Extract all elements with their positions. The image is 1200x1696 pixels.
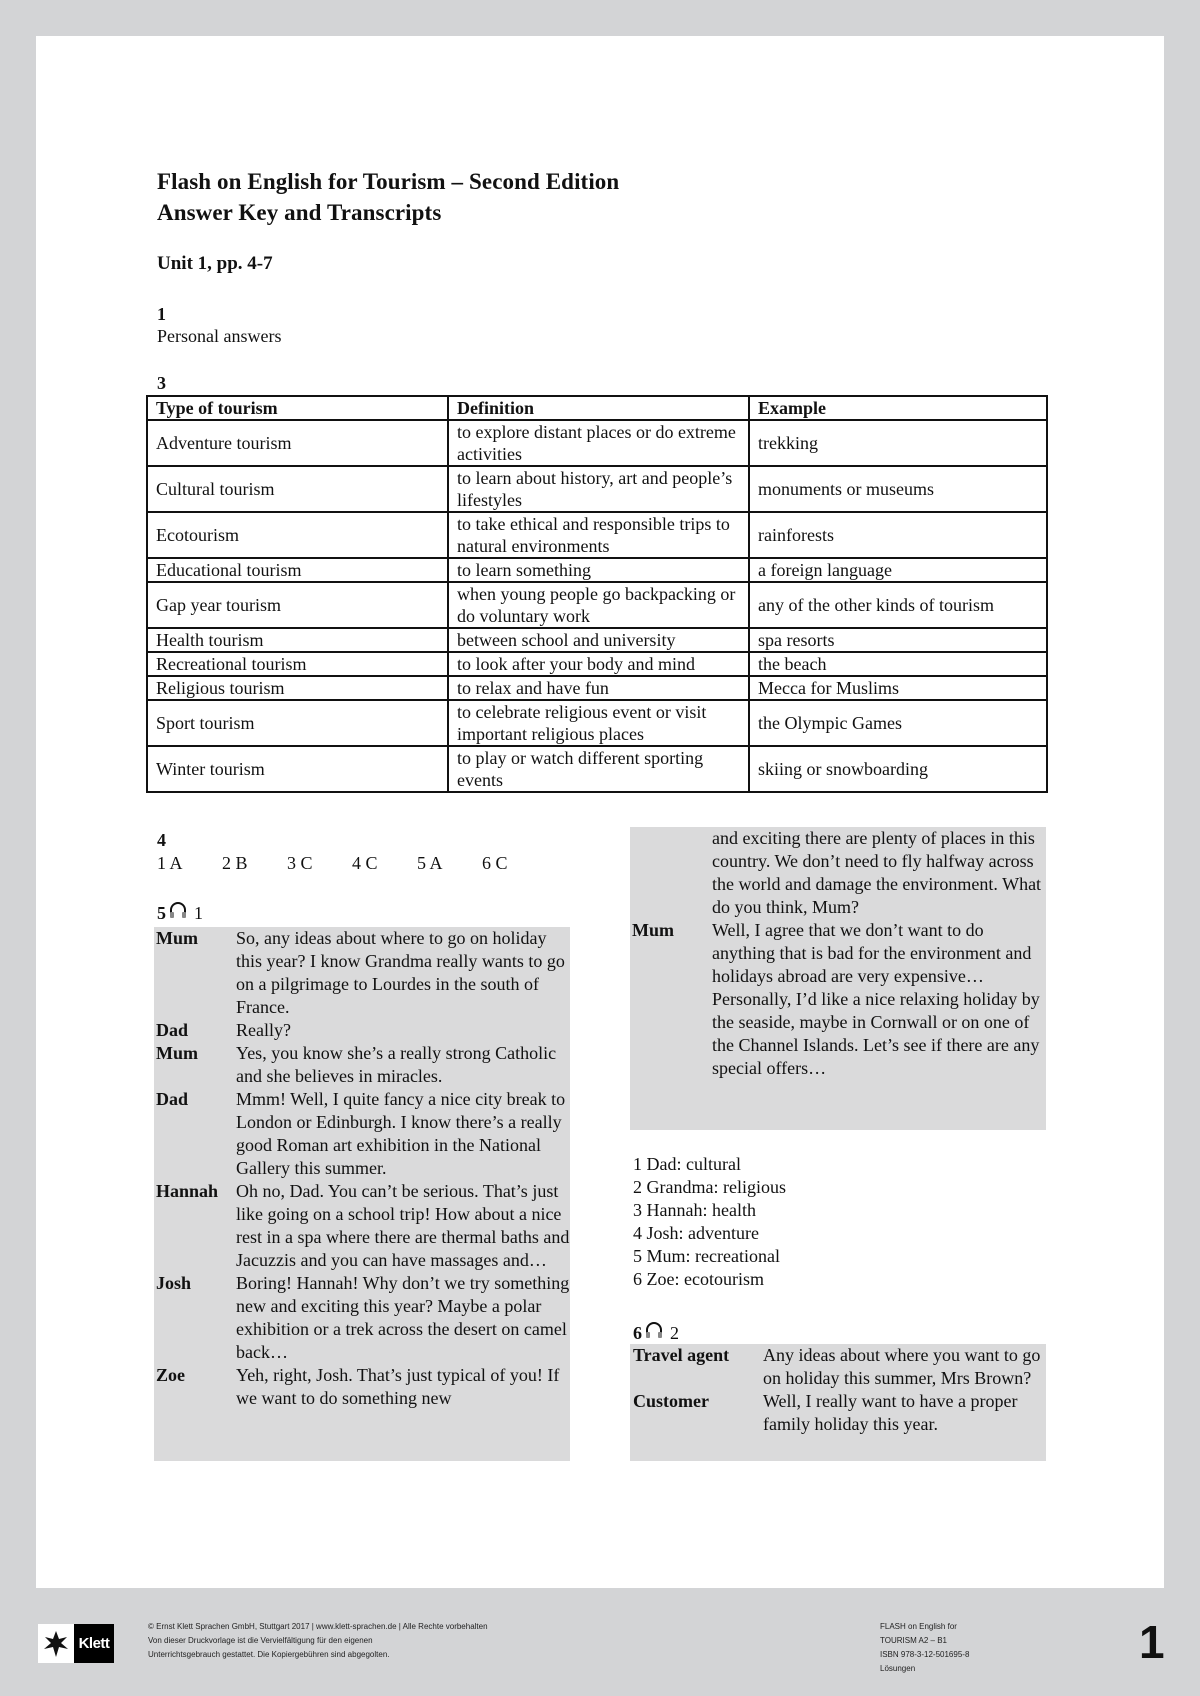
exercise-1-number: 1	[157, 304, 166, 324]
speaker-name: Customer	[633, 1391, 709, 1411]
dialogue-text: Well, I really want to have a proper family holiday this year.	[763, 1391, 1018, 1434]
dialogue-text: Yes, you know she’s a really strong Catholic and she believes in miracles.	[236, 1043, 557, 1086]
table-cell: spa resorts	[749, 628, 1047, 652]
dialogue-line	[154, 1042, 570, 1088]
table-cell: Ecotourism	[147, 512, 448, 558]
exercise-6-number: 6	[633, 1322, 642, 1343]
table-cell: Educational tourism	[147, 558, 448, 582]
publisher-logo	[38, 1624, 114, 1663]
copyright-line: © Ernst Klett Sprachen GmbH, Stuttgart 2017 | www.klett-sprachen.de | Alle Rechte vorbehalten	[148, 1622, 488, 1631]
dialogue-line	[630, 919, 1046, 1080]
list-item: 5 Mum: recreational	[633, 1246, 780, 1266]
table-row	[147, 558, 1047, 582]
table-header: Type of tourism	[147, 396, 448, 420]
book-info-line: TOURISM A2 – B1	[880, 1636, 947, 1645]
table-cell: to learn about history, art and people’s lifestyles	[448, 466, 749, 512]
exercise-3-number: 3	[157, 373, 166, 393]
table-cell: Recreational tourism	[147, 652, 448, 676]
table-cell: monuments or museums	[749, 466, 1047, 512]
exercise-5-matches	[633, 1153, 786, 1291]
table-header-row	[147, 396, 1047, 420]
answer-item: 1 A	[157, 853, 183, 873]
dialogue-line	[630, 1344, 1046, 1390]
track-number: 2	[670, 1322, 679, 1343]
table-cell: rainforests	[749, 512, 1047, 558]
answer-item: 6 C	[482, 853, 508, 873]
exercise-5-heading	[157, 900, 203, 925]
table-cell: Sport tourism	[147, 700, 448, 746]
page-title: Flash on English for Tourism – Second Edition	[157, 169, 620, 194]
speaker-name: Hannah	[156, 1181, 219, 1201]
speaker-name: Travel agent	[633, 1345, 730, 1365]
dialogue-line	[154, 1088, 570, 1180]
table-header: Example	[749, 396, 1047, 420]
exercise-4-answers	[157, 851, 547, 875]
exercise-5-number: 5	[157, 902, 166, 923]
table-cell: Gap year tourism	[147, 582, 448, 628]
table-row	[147, 676, 1047, 700]
table-cell: to learn something	[448, 558, 749, 582]
dialogue-line	[154, 1019, 570, 1042]
copyright-notice	[148, 1620, 488, 1662]
table-row	[147, 628, 1047, 652]
answer-item: 4 C	[352, 853, 378, 873]
table-cell: to celebrate religious event or visit important religious places	[448, 700, 749, 746]
table-cell: a foreign language	[749, 558, 1047, 582]
track-number: 1	[194, 902, 203, 923]
dialogue-line	[154, 1364, 570, 1410]
list-item: 4 Josh: adventure	[633, 1223, 759, 1243]
dialogue-line	[154, 1272, 570, 1364]
table-row	[147, 700, 1047, 746]
table-cell: to explore distant places or do extreme activities	[448, 420, 749, 466]
table-cell: to look after your body and mind	[448, 652, 749, 676]
table-cell: skiing or snowboarding	[749, 746, 1047, 792]
table-cell: when young people go backpacking or do voluntary work	[448, 582, 749, 628]
dialogue-line	[154, 1180, 570, 1272]
table-cell: to play or watch different sporting events	[448, 746, 749, 792]
table-cell: Health tourism	[147, 628, 448, 652]
dialogue-text: Oh no, Dad. You can’t be serious. That’s just like going on a school trip! How about a nice rest in a spa where there are thermal baths and Jacuzzis and you can have massages and…	[236, 1181, 570, 1270]
dialogue-text: Yeh, right, Josh. That’s just typical of you! If we want to do something new	[236, 1365, 560, 1408]
exercise-4-number: 4	[157, 830, 166, 850]
book-info-line: ISBN 978-3-12-501695-8	[880, 1650, 970, 1659]
table-cell: trekking	[749, 420, 1047, 466]
dialogue-text: So, any ideas about where to go on holiday this year? I know Grandma really wants to go on a pilgrimage to Lourdes in the south of France.	[236, 928, 565, 1017]
speaker-name: Mum	[156, 1043, 198, 1063]
table-row	[147, 746, 1047, 792]
dialogue-line	[630, 827, 1046, 919]
speaker-name: Dad	[156, 1020, 189, 1040]
exercise-1-answer: Personal answers	[157, 326, 282, 346]
answer-item: 5 A	[417, 853, 443, 873]
answer-item: 2 B	[222, 853, 248, 873]
headphones-icon	[644, 1320, 664, 1345]
page-subtitle: Answer Key and Transcripts	[157, 200, 442, 225]
speaker-name: Mum	[156, 928, 198, 948]
tourism-types-table	[146, 395, 1048, 793]
table-cell: Mecca for Muslims	[749, 676, 1047, 700]
list-item: 2 Grandma: religious	[633, 1177, 786, 1197]
table-cell: Winter tourism	[147, 746, 448, 792]
list-item: 3 Hannah: health	[633, 1200, 756, 1220]
klett-symbol-icon	[38, 1624, 74, 1663]
table-row	[147, 466, 1047, 512]
speaker-name: Mum	[632, 920, 674, 940]
table-header: Definition	[448, 396, 749, 420]
transcript-box-continued	[630, 827, 1046, 1130]
dialogue-text: Any ideas about where you want to go on holiday this summer, Mrs Brown?	[763, 1345, 1041, 1388]
book-info-line: FLASH on English for	[880, 1622, 957, 1631]
exercise-6-heading	[633, 1320, 679, 1345]
dialogue-text: Well, I agree that we don’t want to do anything that is bad for the environment and holidays abroad are very expensive… Personally, I’d like a nice relaxing holiday by the seaside, maybe in Cornwall or on one of the Channel Islands. Let’s see if there are any special offers…	[712, 920, 1040, 1078]
dialogue-line	[630, 1390, 1046, 1436]
table-cell: any of the other kinds of tourism	[749, 582, 1047, 628]
dialogue-text: Boring! Hannah! Why don’t we try something new and exciting this year? Maybe a polar exhibition or a trek across the desert on camel back…	[236, 1273, 570, 1362]
dialogue-text: Really?	[236, 1020, 291, 1040]
table-cell: Cultural tourism	[147, 466, 448, 512]
table-row	[147, 512, 1047, 558]
copyright-line: Unterrichtsgebrauch gestattet. Die Kopiergebühren sind abgegolten.	[148, 1650, 390, 1659]
table-row	[147, 420, 1047, 466]
copyright-line: Von dieser Druckvorlage ist die Vervielfältigung für den eigenen	[148, 1636, 373, 1645]
transcript-box	[154, 927, 570, 1461]
unit-heading: Unit 1, pp. 4-7	[157, 253, 273, 274]
table-cell: Adventure tourism	[147, 420, 448, 466]
transcript-box-6	[630, 1344, 1046, 1461]
table-cell: between school and university	[448, 628, 749, 652]
table-cell: Religious tourism	[147, 676, 448, 700]
table-row	[147, 582, 1047, 628]
logo-wordmark: Klett	[74, 1624, 114, 1663]
speaker-name	[630, 827, 712, 919]
page-number: 1	[1139, 1616, 1165, 1668]
dialogue-text: Mmm! Well, I quite fancy a nice city break to London or Edinburgh. I know there’s a really good Roman art exhibition in the National Gallery this summer.	[236, 1089, 566, 1178]
book-info-line: Lösungen	[880, 1664, 916, 1673]
table-cell: to take ethical and responsible trips to natural environments	[448, 512, 749, 558]
table-cell: to relax and have fun	[448, 676, 749, 700]
speaker-name: Zoe	[156, 1365, 185, 1385]
answer-item: 3 C	[287, 853, 313, 873]
headphones-icon	[168, 900, 188, 925]
speaker-name: Josh	[156, 1273, 192, 1293]
list-item: 6 Zoe: ecotourism	[633, 1269, 764, 1289]
dialogue-text: and exciting there are plenty of places in this country. We don’t need to fly halfway across the world and damage the environment. What do you think, Mum?	[712, 828, 1042, 917]
table-row	[147, 652, 1047, 676]
book-info	[880, 1620, 969, 1676]
dialogue-line	[154, 927, 570, 1019]
speaker-name: Dad	[156, 1089, 189, 1109]
list-item: 1 Dad: cultural	[633, 1154, 741, 1174]
table-cell: the Olympic Games	[749, 700, 1047, 746]
table-cell: the beach	[749, 652, 1047, 676]
